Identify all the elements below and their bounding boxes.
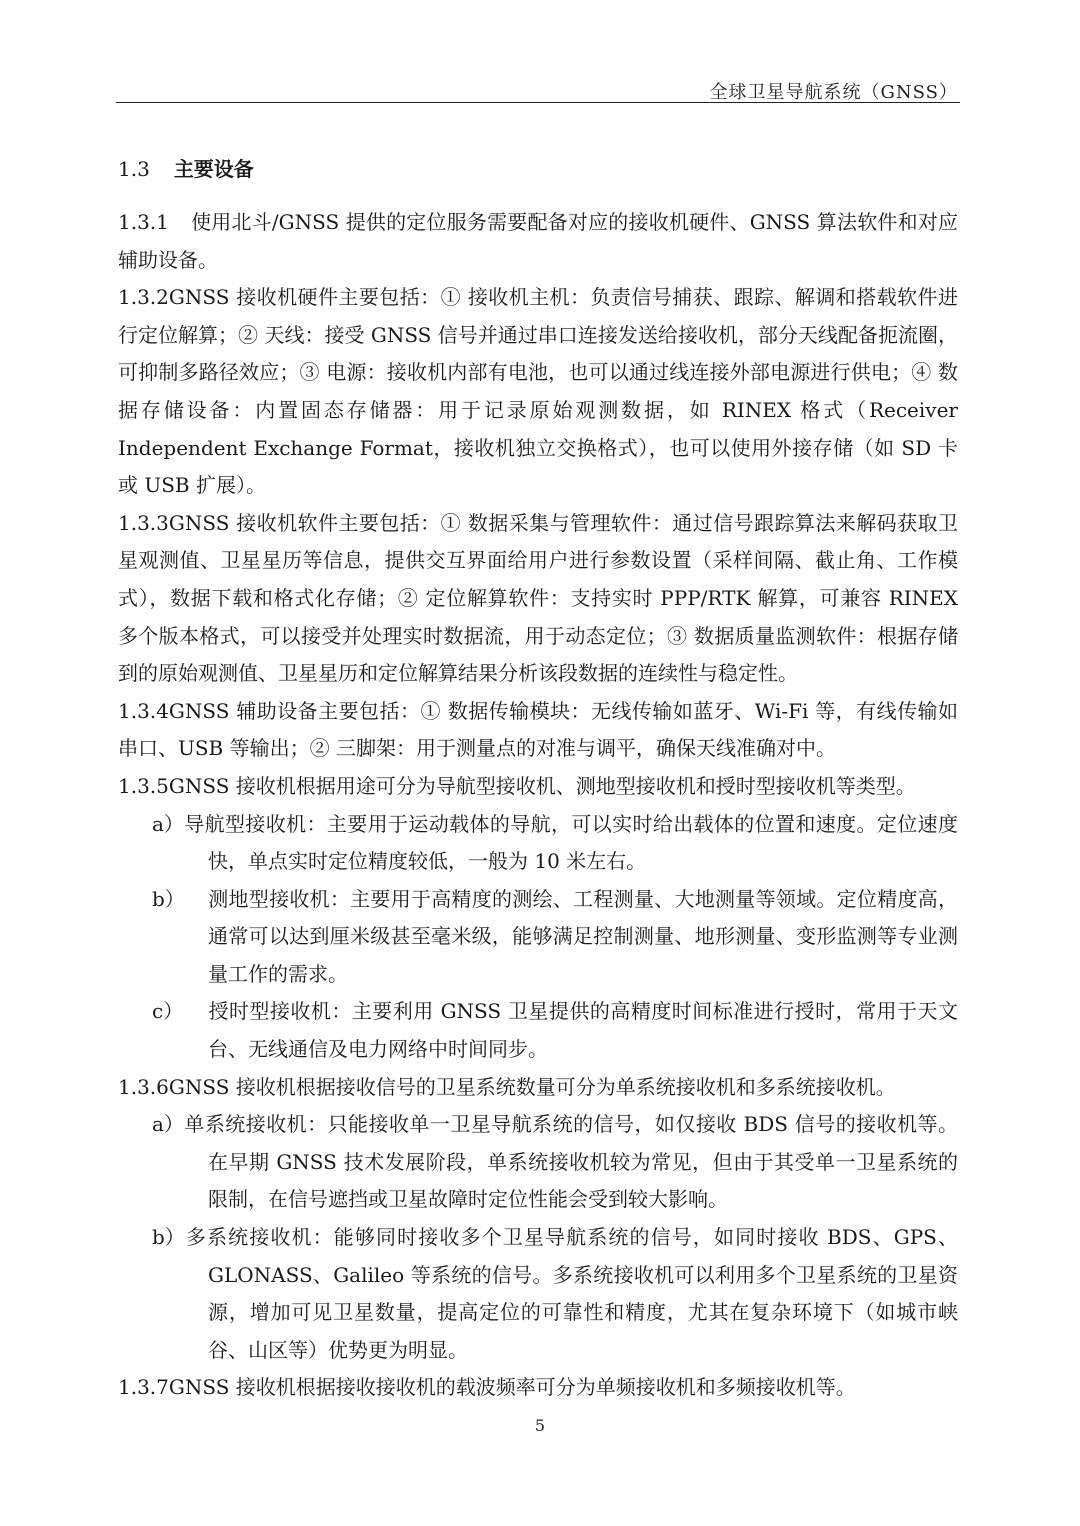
list-marker: b） [152,886,185,911]
paragraph-text: GNSS 接收机硬件主要包括：① 接收机主机：负责信号捕获、跟踪、解调和搭载软件进行定位解算；② 天线：接受 GNSS 信号并通过串口连接发送给接收机，部分天线配备扼流圈，可抑制多路径效应；③ 电源：接收机内部有电池，也可以通过线连接外部电源进行供电；④ 数据存储设备：内置固态存储器：用于记录原始观测数据，如 RINEX 格式（Receiver Independent Exchange Format，接收机独立交换格式），也可以使用外接存储（如 SD 卡或 USB 扩展）。 [118,285,958,498]
list-marker: a） [152,811,184,836]
paragraph-number: 1.3.6 [118,1074,169,1099]
list-item-text: 测地型接收机：主要用于高精度的测绘、工程测量、大地测量等领域。定位精度高，通常可以达到厘米级甚至毫米级，能够满足控制测量、地形测量、变形监测等专业测量工作的需求。 [208,886,958,986]
paragraph-1-3-6 [118,1069,958,1107]
page-body [118,150,958,1407]
paragraph-text: 使用北斗/GNSS 提供的定位服务需要配备对应的接收机硬件、GNSS 算法软件和对应辅助设备。 [118,210,958,272]
paragraph-number: 1.3.2 [118,285,169,310]
paragraph-number: 1.3.3 [118,510,169,535]
list-item [118,993,958,1068]
list-item-text: 单系统接收机：只能接收单一卫星导航系统的信号，如仅接收 BDS 信号的接收机等。在早期 GNSS 技术发展阶段，单系统接收机较为常见，但由于其受单一卫星系统的限制，在信号遮挡或卫星故障时定位性能会受到较大影响。 [183,1112,958,1212]
paragraph-1-3-1 [118,204,958,279]
paragraph-1-3-7 [118,1369,958,1407]
paragraph-1-3-2 [118,279,958,505]
section-title: 主要设备 [173,157,254,181]
list-marker: a） [152,1112,184,1137]
paragraph-1-3-4 [118,693,958,768]
list-marker: b） [152,1225,185,1250]
paragraph-text: GNSS 接收机软件主要包括：① 数据采集与管理软件：通过信号跟踪算法来解码获取卫星观测值、卫星星历等信息，提供交互界面给用户进行参数设置（采样间隔、截止角、工作模式），数据下载和格式化存储；② 定位解算软件：支持实时 PPP/RTK 解算，可兼容 RINEX 多个版本格式，可以接受并处理实时数据流，用于动态定位；③ 数据质量监测软件：根据存储到的原始观测值、卫星星历和定位解算结果分析该段数据的连续性与稳定性。 [118,510,958,686]
list-item [118,1106,958,1219]
paragraph-number: 1.3.4 [118,698,169,723]
section-heading [118,150,958,188]
paragraph-number: 1.3.7 [118,1375,169,1400]
paragraph-text: GNSS 接收机根据接收信号的卫星系统数量可分为单系统接收机和多系统接收机。 [168,1074,896,1099]
list-marker: c） [152,999,184,1024]
list-item-text: 多系统接收机：能够同时接收多个卫星导航系统的信号，如同时接收 BDS、GPS、GLONASS、Galileo 等系统的信号。多系统接收机可以利用多个卫星系统的卫星资源，增加可见卫星数量，提高定位的可靠性和精度，尤其在复杂环境下（如城市峡谷、山区等）优势更为明显。 [184,1225,958,1362]
list-item [118,1219,958,1369]
list-item [118,881,958,994]
paragraph-number: 1.3.5 [118,773,169,798]
list-item-text: 导航型接收机：主要用于运动载体的导航，可以实时给出载体的位置和速度。定位速度快，单点实时定位精度较低，一般为 10 米左右。 [183,811,958,874]
running-header: 全球卫星导航系统（GNSS） [709,82,958,103]
paragraph-1-3-5 [118,768,958,806]
list-item [118,806,958,881]
paragraph-number: 1.3.1 [118,210,169,234]
paragraph-text: GNSS 接收机根据接收接收机的载波频率可分为单频接收机和多频接收机等。 [168,1375,856,1400]
header-rule [116,102,960,103]
list-item-text: 授时型接收机：主要利用 GNSS 卫星提供的高精度时间标准进行授时，常用于天文台、无线通信及电力网络中时间同步。 [208,999,958,1062]
paragraph-1-3-3 [118,505,958,693]
paragraph-text: GNSS 接收机根据用途可分为导航型接收机、测地型接收机和授时型接收机等类型。 [168,773,916,798]
paragraph-text: GNSS 辅助设备主要包括：① 数据传输模块：无线传输如蓝牙、Wi-Fi 等，有线传输如串口、USB 等输出；② 三脚架：用于测量点的对准与调平，确保天线准确对中。 [118,698,958,761]
section-number: 1.3 [118,157,150,181]
page-number: 5 [534,1416,546,1435]
